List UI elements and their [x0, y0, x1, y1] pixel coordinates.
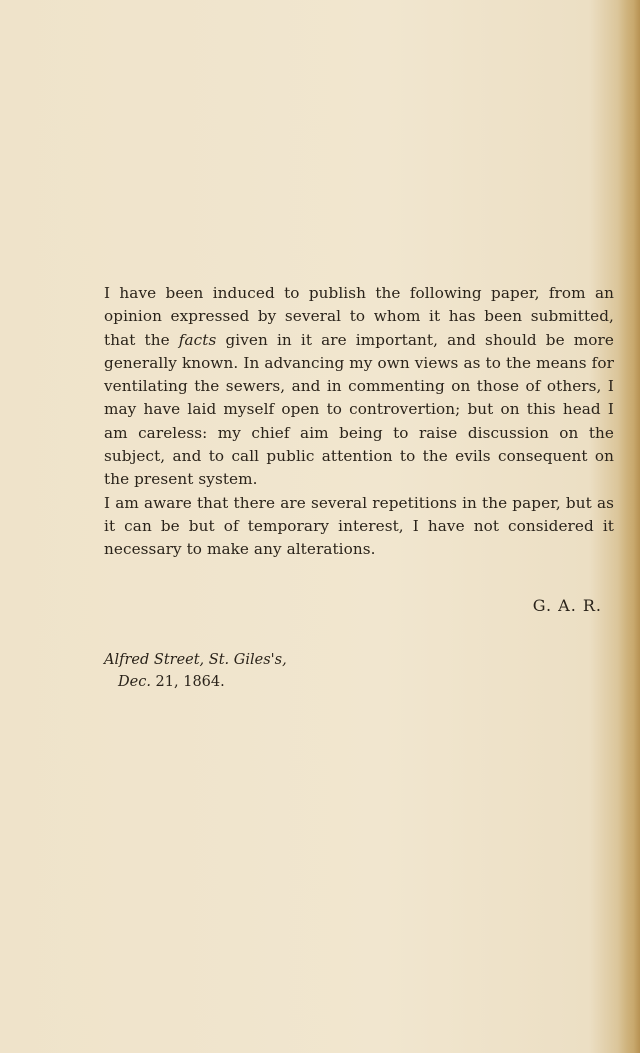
preface-paragraph-1 [104, 282, 614, 492]
address-street: Alfred Street, St. Giles's, [104, 652, 287, 668]
author-initials: G. A. R. [532, 596, 602, 615]
address-date-month: Dec. [118, 674, 151, 690]
page-edge-stain [618, 0, 640, 1053]
preface-paragraph-2: I am aware that there are several repetitions in the paper, but as it can be but of temporary interest, I have not considered it necessary to make any alterations. [104, 493, 614, 559]
address-date [104, 671, 287, 693]
preface-text [104, 282, 614, 562]
paragraph-1-after: given in it are important, and should be more generally known. In advancing my own views as to the means for ventilating the sewers, and in commenting on those of others, I may have laid myself open to controvertion; but on this head I am careless: my chief aim being to raise discussion on the subject, and to call public attention to the evils consequent on the present system. [104, 330, 614, 489]
address-block [104, 649, 287, 693]
address-date-rest: 21, 1864. [150, 674, 225, 690]
paragraph-1-before: I have been induced to publish the following paper, from an opinion expressed by several to whom it has been submitted, that the [104, 284, 614, 349]
paragraph-1-italic-word: facts [178, 330, 217, 349]
